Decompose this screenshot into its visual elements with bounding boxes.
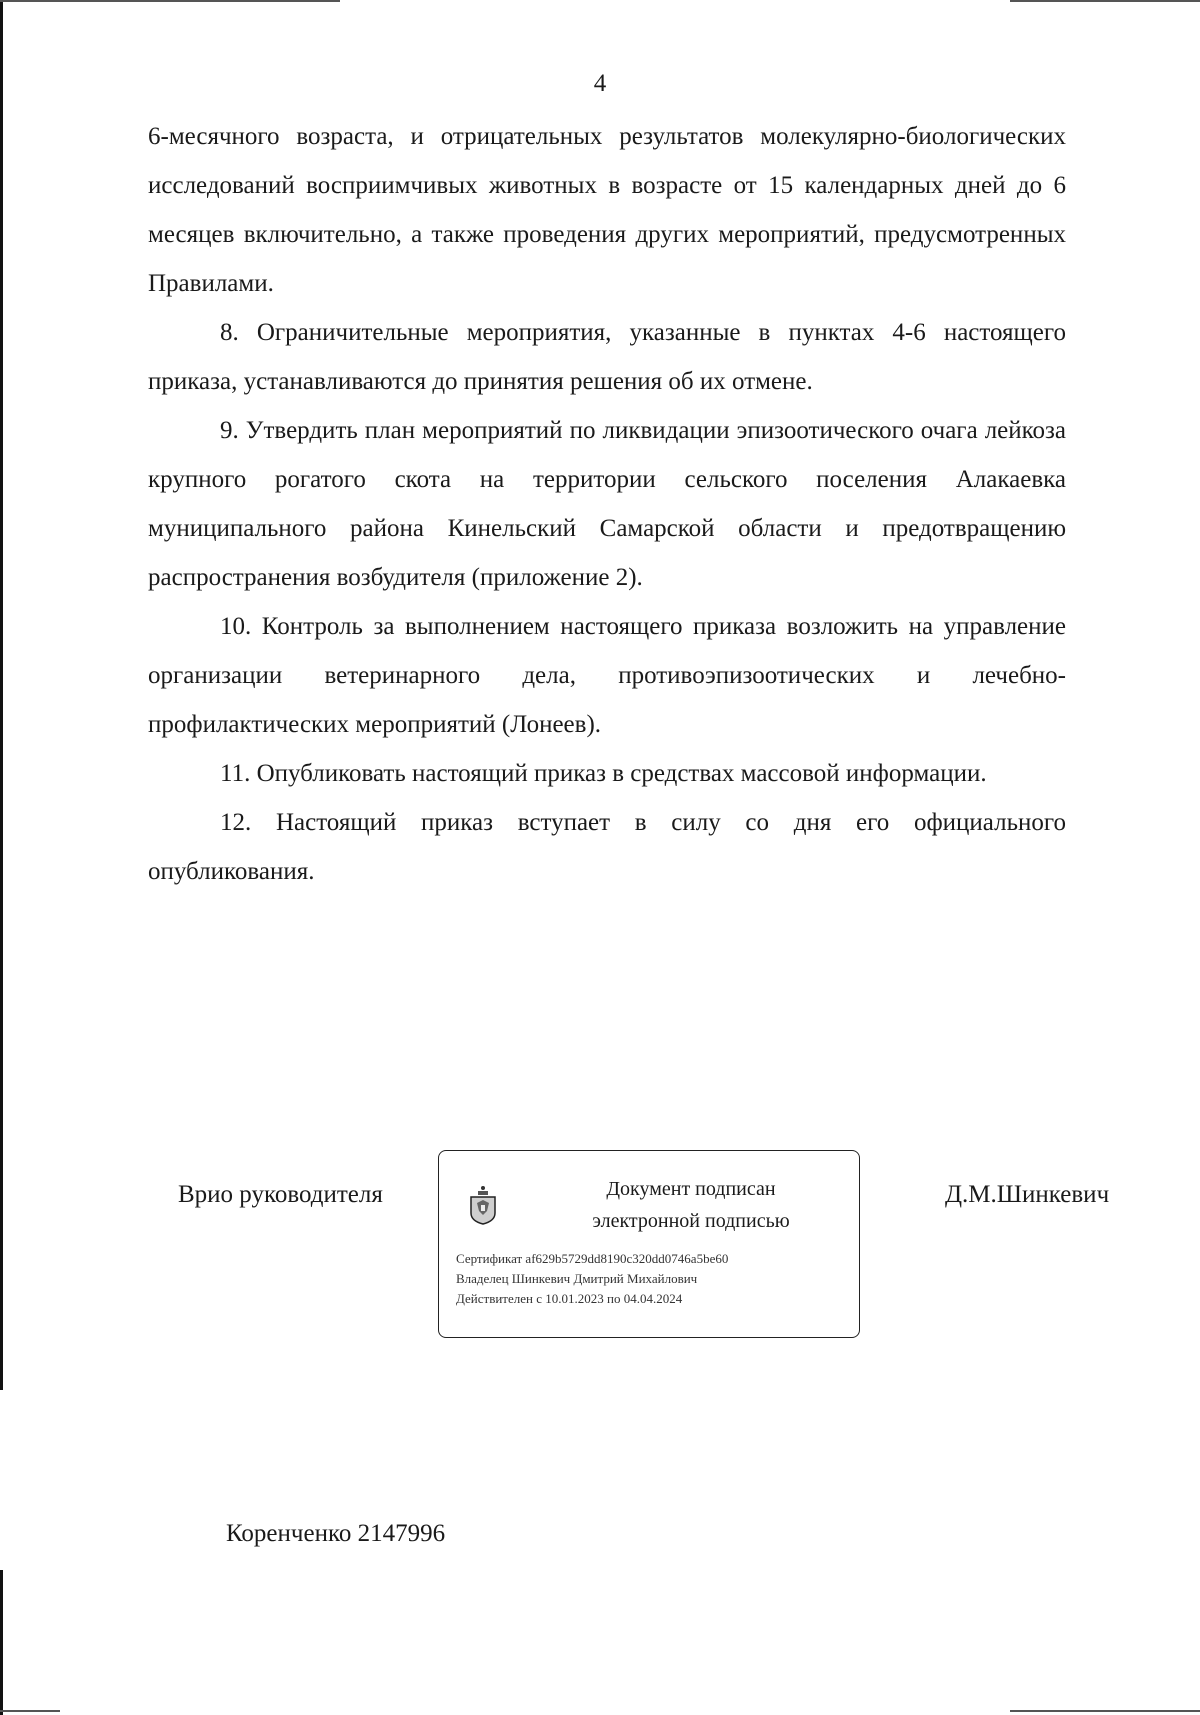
scan-line-bottom-right bbox=[1010, 1710, 1200, 1712]
signatory-name: Д.М.Шинкевич bbox=[945, 1181, 1110, 1208]
stamp-certificate: Сертификат af629b5729dd8190c320dd0746a5be60 bbox=[456, 1251, 729, 1266]
paragraph-item-11: 11. Опубликовать настоящий приказ в средствах массовой информации. bbox=[220, 760, 987, 787]
paragraph-item-10: 10. Контроль за выполнением настоящего приказа возложить на управление организации ветеринарного дела, противоэпизоотических и лечебно-профилактических мероприятий (Лонеев). bbox=[148, 613, 1066, 738]
scan-edge-left-bottom bbox=[0, 1570, 3, 1715]
scan-line-bottom-left bbox=[0, 1710, 60, 1712]
paragraph-item-12: 12. Настоящий приказ вступает в силу со дня его официального опубликования. bbox=[148, 809, 1066, 885]
stamp-owner: Владелец Шинкевич Дмитрий Михайлович bbox=[456, 1271, 698, 1286]
scan-line-top-right bbox=[1010, 0, 1200, 2]
stamp-details bbox=[456, 1249, 728, 1309]
paragraph-item-8: 8. Ограничительные мероприятия, указанные в пунктах 4-6 настоящего приказа, устанавливаются до принятия решения об их отмене. bbox=[148, 319, 1066, 395]
stamp-validity: Действителен с 10.01.2023 по 04.04.2024 bbox=[456, 1291, 683, 1306]
scan-line-top-left bbox=[0, 0, 340, 2]
paragraph-item-9: 9. Утвердить план мероприятий по ликвидации эпизоотического очага лейкоза крупного рогатого скота на территории сельского поселения Алакаевка муниципального района Кинельский Самарской области и предотвращению распространения возбудителя (приложение 2). bbox=[148, 417, 1066, 591]
document-body bbox=[148, 112, 1066, 896]
electronic-signature-stamp bbox=[438, 1150, 860, 1338]
stamp-title bbox=[531, 1173, 851, 1237]
executor-note: Коренченко 2147996 bbox=[226, 1520, 446, 1547]
paragraph-continuation: 6-месячного возраста, и отрицательных результатов молекулярно-биологических исследований восприимчивых животных в возрасте от 15 календарных дней до 6 месяцев включительно, а также проведения других мероприятий, предусмотренных Правилами. bbox=[148, 123, 1066, 297]
stamp-title-line2: электронной подписью bbox=[592, 1210, 790, 1232]
scan-edge-left-top bbox=[0, 0, 3, 1390]
signatory-role: Врио руководителя bbox=[178, 1181, 383, 1208]
stamp-title-line1: Документ подписан bbox=[606, 1178, 776, 1200]
coat-of-arms-icon bbox=[469, 1185, 497, 1225]
page-number: 4 bbox=[593, 70, 607, 97]
